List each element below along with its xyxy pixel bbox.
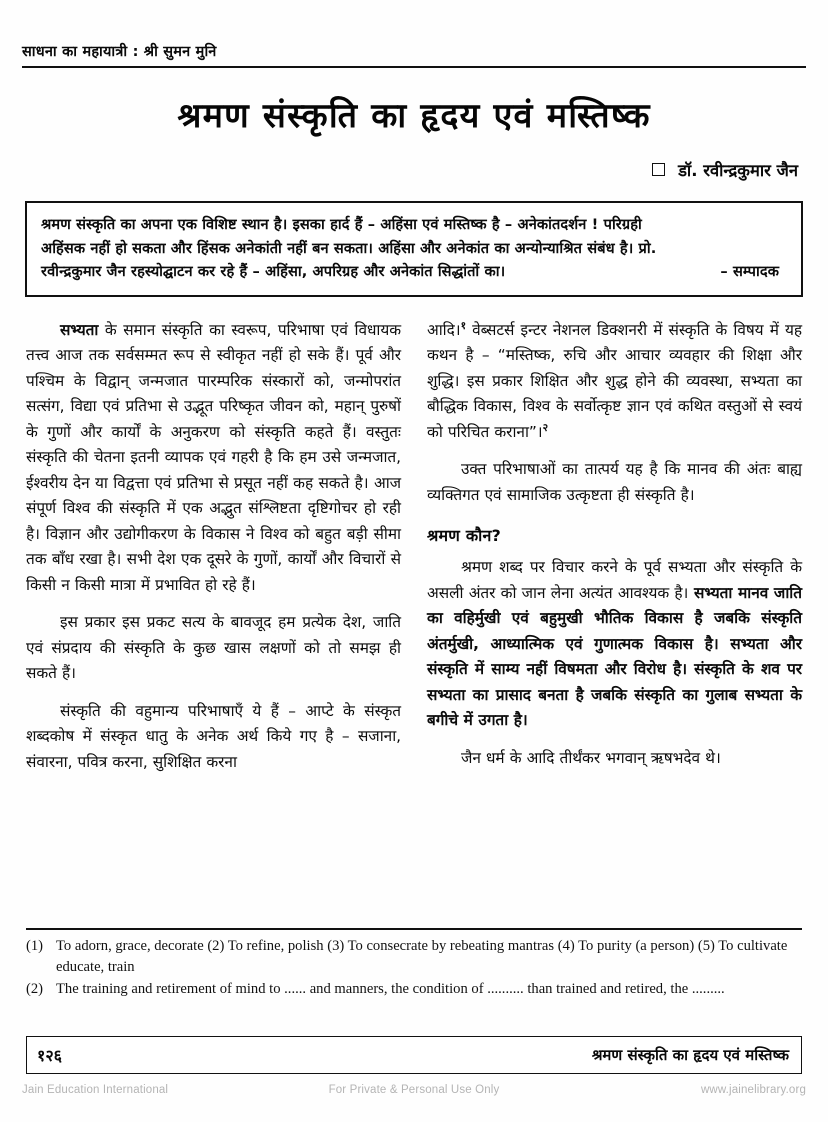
page-footer (26, 1036, 802, 1074)
left-paragraph-2: इस प्रकार इस प्रकट सत्य के बावजूद हम प्रत्येक देश, जाति एवं संप्रदाय की संस्कृति के कुछ खास लक्षणों को तो समझ ही सकते हैं। (26, 613, 401, 683)
running-head (22, 44, 806, 68)
article-title: श्रमण संस्कृति का हृदय एवं मस्तिष्क (177, 96, 651, 136)
watermark-left: Jain Education International (22, 1084, 169, 1096)
section-subheading: श्रमण कौन? (427, 526, 502, 546)
drop-lead-word: सभ्यता (60, 321, 99, 339)
abstract-line-2: अहिंसक नहीं हो सकता और हिंसक अनेकांती नहीं बन सकता। अहिंसा और अनेकांत का अन्योन्याश्रित संबंध है। प्रो. (41, 239, 657, 257)
watermark-center: For Private & Personal Use Only (328, 1084, 500, 1096)
right-paragraph-2: उक्त परिभाषाओं का तात्पर्य यह है कि मानव की अंतः बाह्य व्यक्तिगत एवं सामाजिक उत्कृष्टता ही संस्कृति है। (427, 460, 802, 504)
right-paragraph-1 (427, 318, 802, 445)
right-paragraph-4: जैन धर्म के आदि तीर्थंकर भगवान् ऋषभदेव थे। (461, 748, 721, 767)
footnote-item (26, 979, 802, 1000)
footnotes (26, 936, 802, 1002)
footnote-number: (2) (26, 981, 44, 998)
right-column (427, 318, 802, 928)
footnotes-rule (26, 928, 802, 930)
abstract-line-3-text: रवीन्द्रकुमार जैन रहस्योद्घाटन कर रहे हैं – अहिंसा, अपरिग्रह और अनेकांत सिद्धांतों का। (41, 263, 506, 281)
right-paragraph-1-rest: वेब्सटर्स इन्टर नेशनल डिक्शनरी में संस्कृति के विषय में यह कथन है – “मस्तिष्क, रुचि और आचार व्यवहार की शिक्षा और शुद्धि। इस प्रकार शिक्षित और शुद्ध होने की व्यवस्था, सभ्यता का बौद्धिक विकास, विश्व के सर्वोत्कृष्ट ज्ञान एवं कथित वस्तुओं से स्वयं को परिचित कराना”। (427, 321, 802, 441)
left-paragraph-1-rest: के समान संस्कृति का स्वरूप, परिभाषा एवं विधायक तत्त्व आज तक सर्वसम्मत रूप से स्वीकृत नहीं हो सके हैं। पूर्व और पश्चिम के विद्वान् जन्मजात पारम्परिक संस्कारों को, जन्मोपरांत सत्संग, विद्या एवं प्रतिभा से उद्भूत परिष्कृत जीवन को, महान् पुरुषों के गुणों और कार्यों के अनुकरण को संस्कृति कहते हैं। वस्तुतः संस्कृति की चेतना इतनी व्यापक एवं गहरी है कि हम उसे जन्मजात, ईश्वरीय देन या विद्वत्ता एवं प्रतिभा से प्रसूत नहीं कह सकते है। आज संपूर्ण विश्व की संस्कृति में एक अद्भुत संश्लिष्टता दृष्टिगोचर हो रही है। विज्ञान और उद्योगीकरण के विकास ने विश्व को बहुत बड़ी सीमा तक बाँध रखा है। सभी देश एक दूसरे के गुणों, कार्यों और विचारों से किसी न किसी मात्रा में प्रभावित हो रहे हैं। (26, 321, 401, 594)
left-paragraph-1 (26, 318, 401, 598)
abstract-line-3 (41, 260, 787, 284)
footnote-item (26, 936, 802, 977)
byline (652, 158, 798, 181)
body-columns (26, 318, 802, 928)
watermark-right: www.jainelibrary.org (700, 1084, 806, 1096)
footer-running-title: श्रमण संस्कृति का हृदय एवं मस्तिष्क (591, 1046, 789, 1064)
left-column (26, 318, 401, 928)
footnote-text: To adorn, grace, decorate (2) To refine, polish (3) To consecrate by rebeating mantras (4) To purity (a person) (5) To cultivate educate, train (56, 938, 788, 975)
running-head-rule (22, 66, 806, 68)
right-paragraph-1-pre: आदि। (427, 321, 461, 339)
footnote-marker-2: २ (542, 421, 549, 434)
right-paragraph-3-bold: सभ्यता मानव जाति का वहिर्मुखी एवं बहुमुखी भौतिक विकास है जबकि संस्कृति अंतर्मुखी, आध्यात्मिक एवं गुणात्मक विकास है। सभ्यता और संस्कृति में साम्य नहीं विषमता और विरोध है। संस्कृति के शव पर सभ्यता का प्रासाद बनता है जबकि संस्कृति का गुलाब सभ्यता के बगीचे में उगता है। (427, 583, 802, 730)
author-name: डॉ. रवीन्द्रकुमार जैन (678, 161, 798, 180)
square-bullet-icon (652, 163, 665, 176)
abstract-box (25, 201, 803, 297)
page-number: १२६ (37, 1046, 62, 1065)
right-paragraph-3-plain: श्रमण शब्द पर विचार करने के पूर्व सभ्यता और संस्कृति के असली अंतर को जान लेना अत्यंत आवश्यक है। (427, 558, 802, 602)
footnote-number: (1) (26, 938, 44, 954)
right-paragraph-3 (427, 555, 802, 733)
footnote-text: The training and retirement of mind to ...... and manners, the condition of .......... than trained and retired, the ......... (56, 981, 725, 998)
footnote-marker-1: १ (460, 319, 466, 332)
running-head-text: साधना का महायात्री : श्री सुमन मुनि (22, 44, 217, 60)
abstract-signature: – सम्पादक (720, 263, 779, 281)
left-paragraph-3: संस्कृति की वहुमान्य परिभाषाएँ ये हैं – आप्टे के संस्कृत शब्दकोष में संस्कृत धातु के अनेक अर्थ किये गए है – सजाना, संवारना, पवित्र करना, सुशिक्षित करना (26, 701, 401, 771)
abstract-line-1: श्रमण संस्कृति का अपना एक विशिष्ट स्थान है। इसका हार्द हैं – अहिंसा एवं मस्तिष्क है – अनेकांतदर्शन ! परिग्रही (41, 216, 642, 233)
